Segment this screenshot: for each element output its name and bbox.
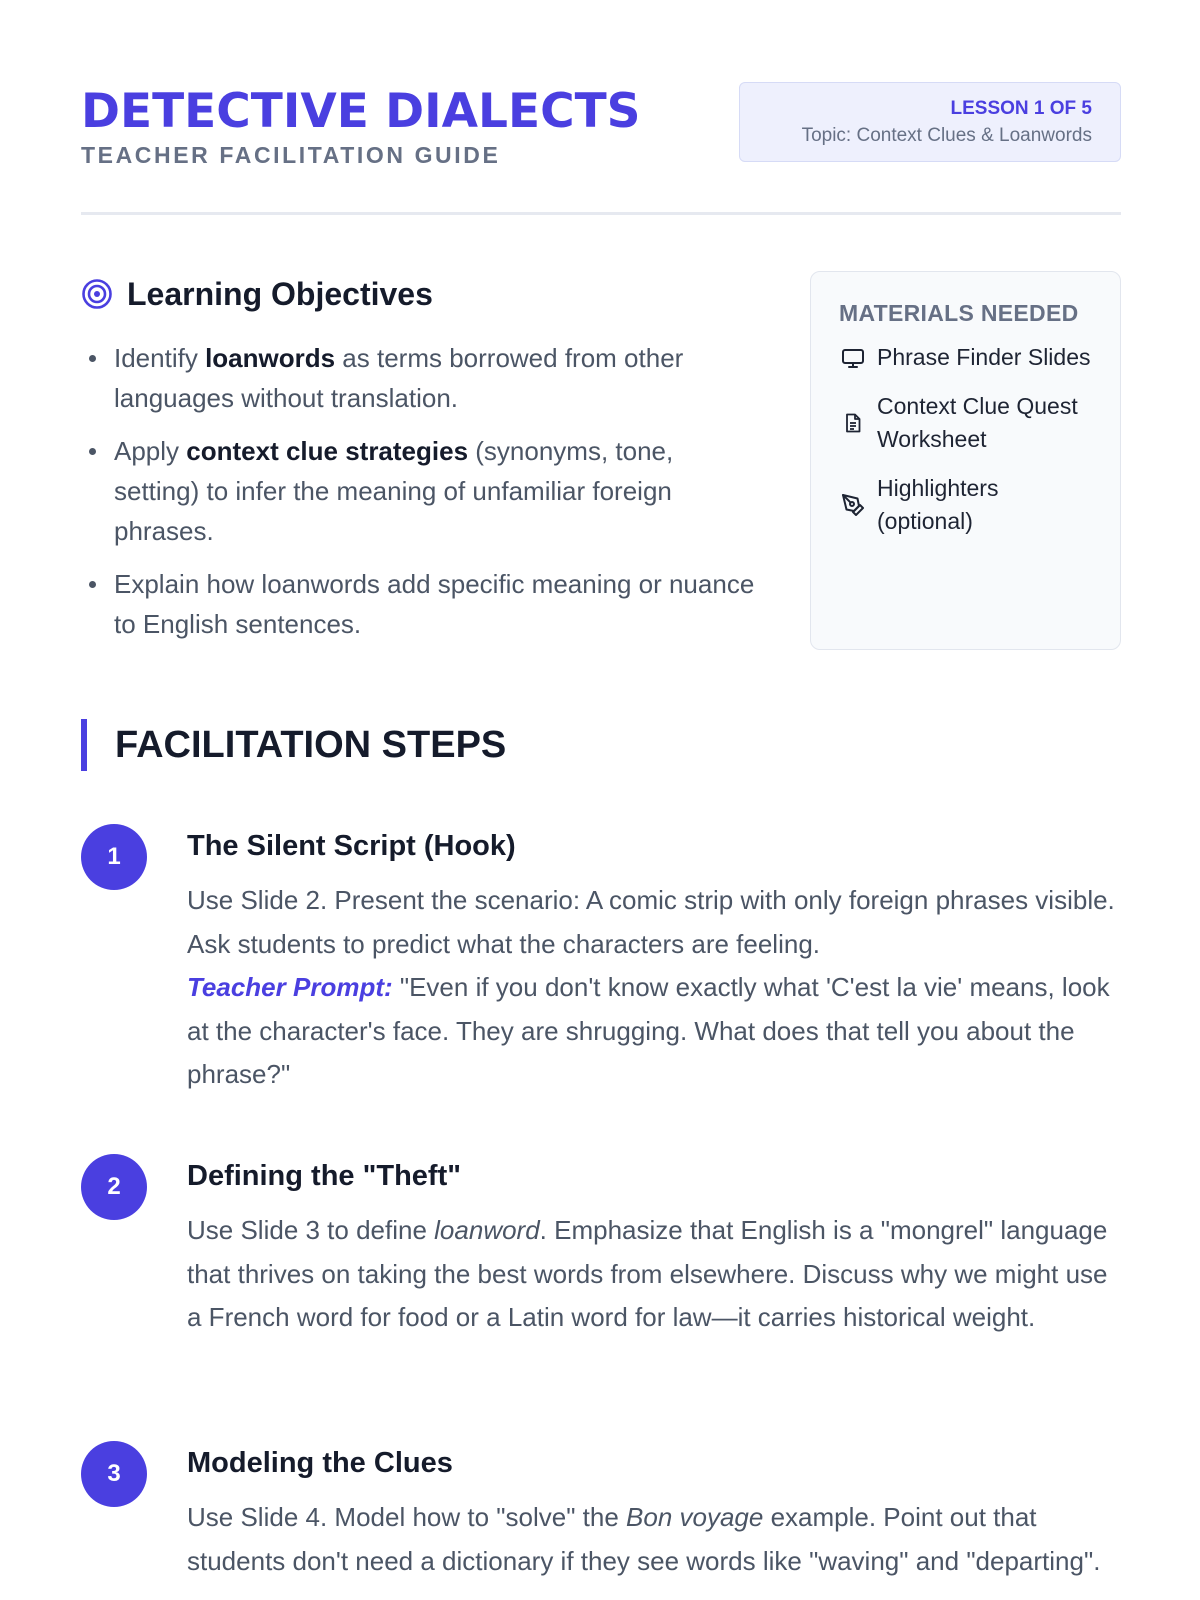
step-title: Modeling the Clues [187,1447,453,1479]
material-label: Highlighters (optional) [877,475,999,534]
material-label: Context Clue Quest Worksheet [877,393,1078,452]
objectives-title: Learning Objectives [127,275,433,312]
objective-text: Identify [114,343,206,373]
step-body [187,1154,1127,1340]
teacher-prompt-text: "Even if you don't know exactly what 'C'est la vie' means, look at the character's face. They are shrugging. What does that tell you about the phrase?" [187,972,1110,1089]
step-term: loanword [434,1215,540,1245]
objective-text: Explain how loanwords add specific meaning or nuance to English sentences. [114,569,755,639]
step-body [187,1441,1127,1583]
bullet-dot [89,448,96,455]
material-item [839,341,1094,374]
step-text-part: . Emphasize that English is a "mongrel" language that thrives on taking the best words from elsewhere. Discuss why we might use a French word for food or a Latin word for law—it carries historical weight. [187,1215,1108,1332]
step-number-badge: 1 [81,824,147,890]
step-description [187,879,1127,1097]
steps-title: FACILITATION STEPS [115,723,507,766]
document-icon [839,413,867,433]
step-body [187,824,1127,1097]
objective-item [81,564,761,644]
step-number-badge: 3 [81,1441,147,1507]
monitor-icon [839,346,867,370]
pen-tool-icon [839,493,867,517]
step-title: Defining the "Theft" [187,1160,461,1192]
bullet-dot [89,355,96,362]
material-item [839,472,1094,538]
objectives-list [81,338,761,644]
objective-keyword: context clue strategies [186,436,469,466]
page-title: DETECTIVE DIALECTS [81,84,641,139]
step-text-part: Use Slide 3 to define [187,1215,435,1245]
step-number-badge: 2 [81,1154,147,1220]
bullet-dot [89,581,96,588]
lesson-number: LESSON 1 OF 5 [950,98,1092,119]
step-description [187,1496,1127,1583]
step-text-part: Use Slide 4. Model how to "solve" the [187,1502,627,1532]
step-text-part: Use Slide 2. Present the scenario: A comic strip with only foreign phrases visible. Ask students to predict what the characters are feeling. [187,885,1115,959]
material-item [839,390,1094,456]
step-description [187,1209,1127,1340]
objectives-header [81,272,761,316]
materials-panel [810,271,1121,650]
section-accent-bar [81,719,87,771]
objective-item [81,431,761,551]
material-label: Phrase Finder Slides [877,344,1091,370]
objective-text: (synonyms, tone, setting) to infer the meaning of unfamiliar foreign phrases. [114,436,674,546]
step-title: The Silent Script (Hook) [187,830,516,862]
materials-title: MATERIALS NEEDED [839,300,1079,326]
page-subtitle: TEACHER FACILITATION GUIDE [81,142,501,168]
step-term: Bon voyage [626,1502,764,1532]
objective-item [81,338,761,418]
header [81,82,1121,182]
teacher-prompt-label: Teacher Prompt: [187,972,393,1002]
objective-text: Apply [114,436,187,466]
objective-text: as terms borrowed from other languages without translation. [114,343,684,413]
lesson-topic: Topic: Context Clues & Loanwords [801,125,1092,146]
steps-header [81,719,506,771]
objective-keyword: loanwords [205,343,336,373]
step-text-part: example. Point out that students don't need a dictionary if they see words like "waving" and "departing". [187,1502,1101,1576]
target-icon [81,278,113,310]
header-divider [81,212,1121,215]
lesson-info-box [739,82,1121,162]
learning-objectives [81,272,761,657]
